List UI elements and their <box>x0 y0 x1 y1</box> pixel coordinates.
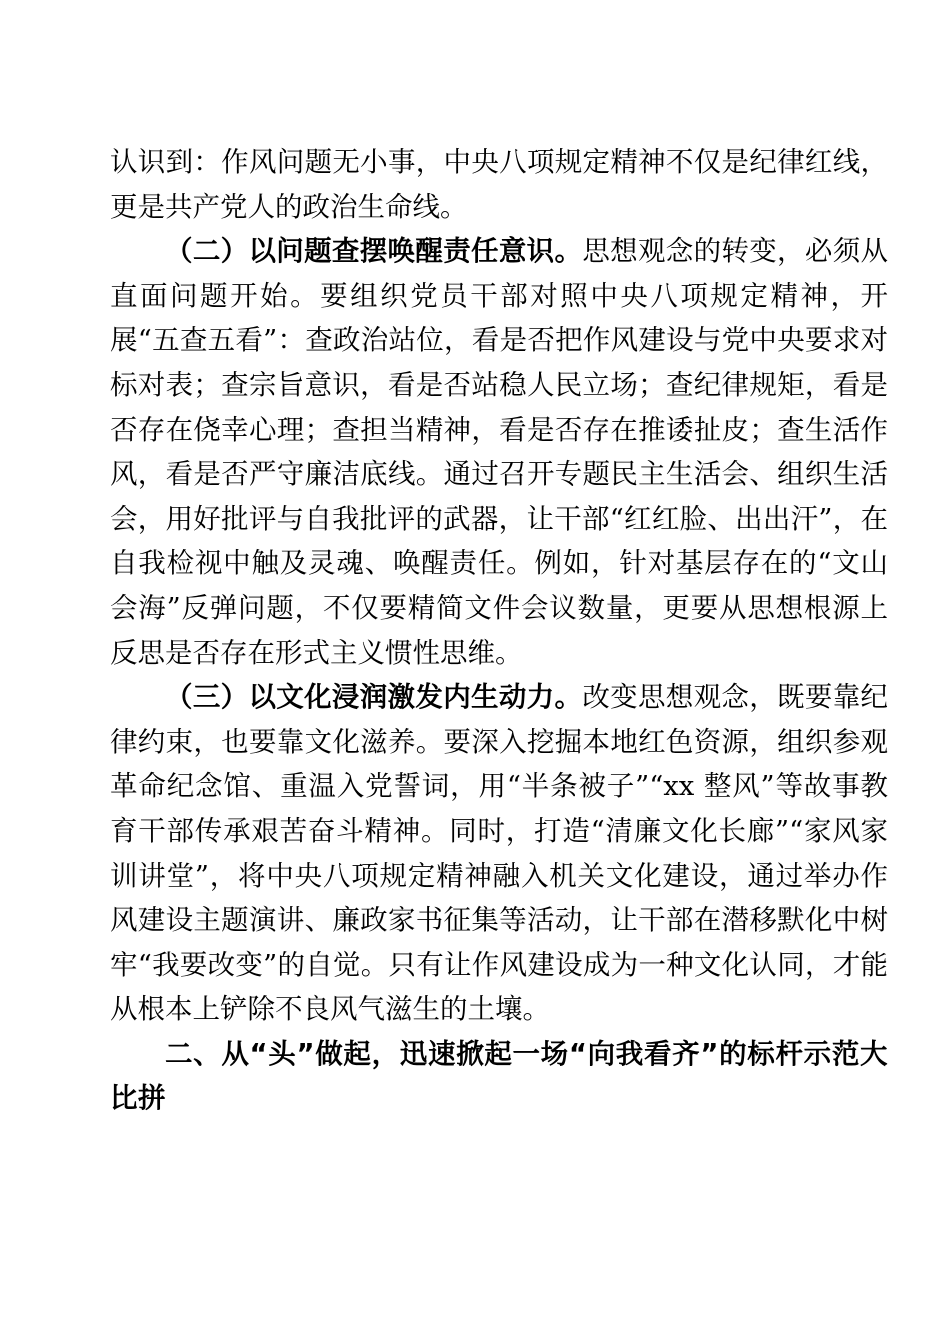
document-body <box>110 140 888 1121</box>
paragraph-section-2-text: 思想观念的转变，必须从直面问题开始。要组织党员干部对照中央八项规定精神，开展“五查五看”：查政治站位，看是否把作风建设与党中央要求对标对表；查宗旨意识，看是否站稳人民立场；查纪律规矩，看是否存在侥幸心理；查担当精神，看是否存在推诿扯皮；查生活作风，看是否严守廉洁底线。通过召开专题民主生活会、组织生活会，用好批评与自我批评的武器，让干部“红红脸、出出汗”，在自我检视中触及灵魂、唤醒责任。例如，针对基层存在的“文山会海”反弹问题，不仅要精简文件会议数量，更要从思想根源上反思是否存在形式主义惯性思维。 <box>110 235 889 669</box>
paragraph-section-2-lead: （二）以问题查摆唤醒责任意识。 <box>165 235 583 268</box>
paragraph-section-3-text: 改变思想观念，既要靠纪律约束，也要靠文化滋养。要深入挖掘本地红色资源，组织参观革命纪念馆、重温入党誓词，用“半条被子”“xx 整风”等故事教育干部传承艰苦奋斗精神。同时，打造“清廉文化长廊”“家风家训讲堂”，将中央八项规定精神融入机关文化建设，通过举办作风建设主题演讲、廉政家书征集等活动，让干部在潜移默化中树牢“我要改变”的自觉。只有让作风建设成为一种文化认同，才能从根本上铲除不良风气滋生的土壤。 <box>110 681 889 1026</box>
paragraph-continuation: 认识到：作风问题无小事，中央八项规定精神不仅是纪律红线，更是共产党人的政治生命线。 <box>110 146 888 223</box>
paragraph-section-3 <box>110 675 888 1032</box>
paragraph-section-3-lead: （三）以文化浸润激发内生动力。 <box>165 681 583 714</box>
paragraph-section-2 <box>110 229 888 675</box>
section-heading-2: 二、从“头”做起，迅速掀起一场“向我看齐”的标杆示范大比拼 <box>110 1037 888 1115</box>
